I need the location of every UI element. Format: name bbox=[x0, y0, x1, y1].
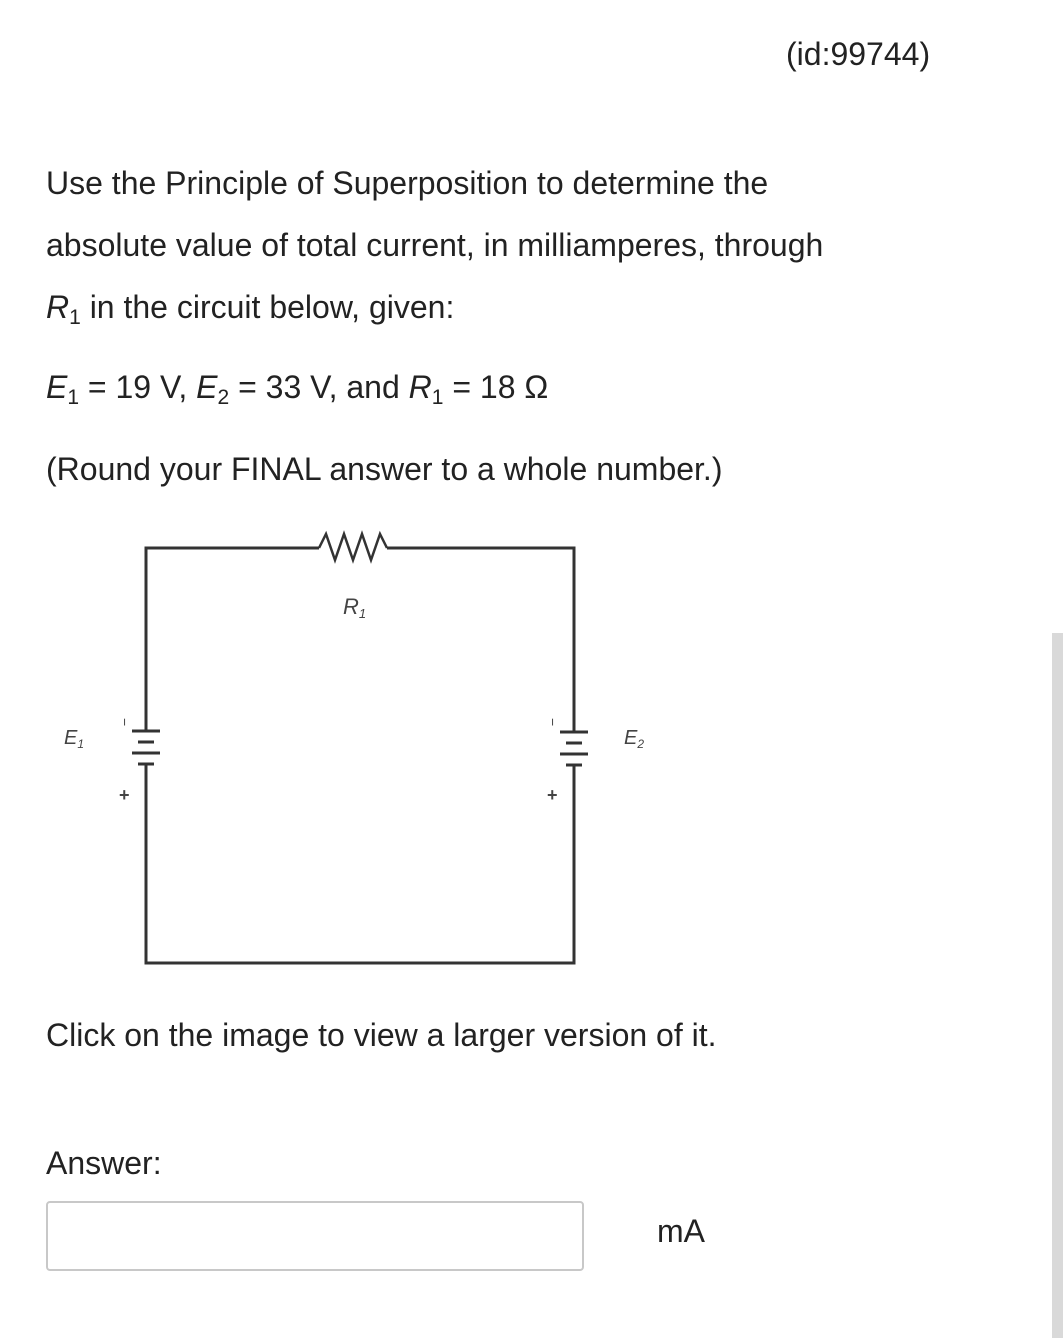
scrollbar[interactable] bbox=[1052, 633, 1063, 1338]
e1-label: $E_1$ bbox=[64, 727, 85, 751]
r1-subscript: 1 bbox=[431, 386, 444, 409]
rounding-note: (Round your FINAL answer to a whole number.) bbox=[46, 451, 723, 487]
r-symbol: R bbox=[46, 289, 70, 325]
e1-plus-sign: + bbox=[119, 785, 130, 805]
resistor-r1 bbox=[319, 534, 387, 560]
e2-subscript: 2 bbox=[217, 386, 230, 409]
battery-e1 bbox=[132, 731, 160, 778]
question-id-label: (id:99744) bbox=[786, 36, 931, 72]
battery-e2 bbox=[560, 732, 588, 778]
r-subscript: 1 bbox=[69, 306, 81, 329]
given-values bbox=[46, 356, 946, 418]
r1-label: R1 bbox=[343, 594, 367, 621]
answer-unit: mA bbox=[657, 1213, 705, 1249]
e2-plus-sign: + bbox=[547, 785, 558, 805]
question-prompt bbox=[46, 152, 946, 338]
wire-bottom bbox=[146, 778, 574, 963]
e1-minus-sign: − bbox=[117, 718, 133, 727]
prompt-line-2: absolute value of total current, in milliamperes, through bbox=[46, 227, 824, 263]
e2-label: $E_2$ bbox=[624, 727, 645, 751]
enlarge-image-note: Click on the image to view a larger version of it. bbox=[46, 1017, 717, 1053]
prompt-line-1: Use the Principle of Superposition to determine the bbox=[46, 165, 769, 201]
e2-minus-sign: − bbox=[545, 718, 561, 727]
e1-value: = 19 V, bbox=[79, 369, 197, 405]
e2-value: = 33 V, and bbox=[229, 369, 409, 405]
r1-symbol: R bbox=[408, 369, 432, 405]
prompt-line-3-rest: in the circuit below, given: bbox=[80, 289, 455, 325]
e1-subscript: 1 bbox=[67, 386, 80, 409]
wire-top-right bbox=[387, 548, 574, 732]
prompt-line-3 bbox=[46, 276, 946, 338]
e1-symbol: E bbox=[46, 369, 68, 405]
circuit-wires bbox=[146, 534, 574, 963]
e2-symbol: E bbox=[196, 369, 218, 405]
answer-label: Answer: bbox=[46, 1145, 162, 1181]
r1-value: = 18 Ω bbox=[443, 369, 549, 405]
answer-input[interactable] bbox=[46, 1201, 584, 1271]
circuit-diagram[interactable] bbox=[30, 510, 670, 980]
wire-top-left bbox=[146, 548, 319, 730]
